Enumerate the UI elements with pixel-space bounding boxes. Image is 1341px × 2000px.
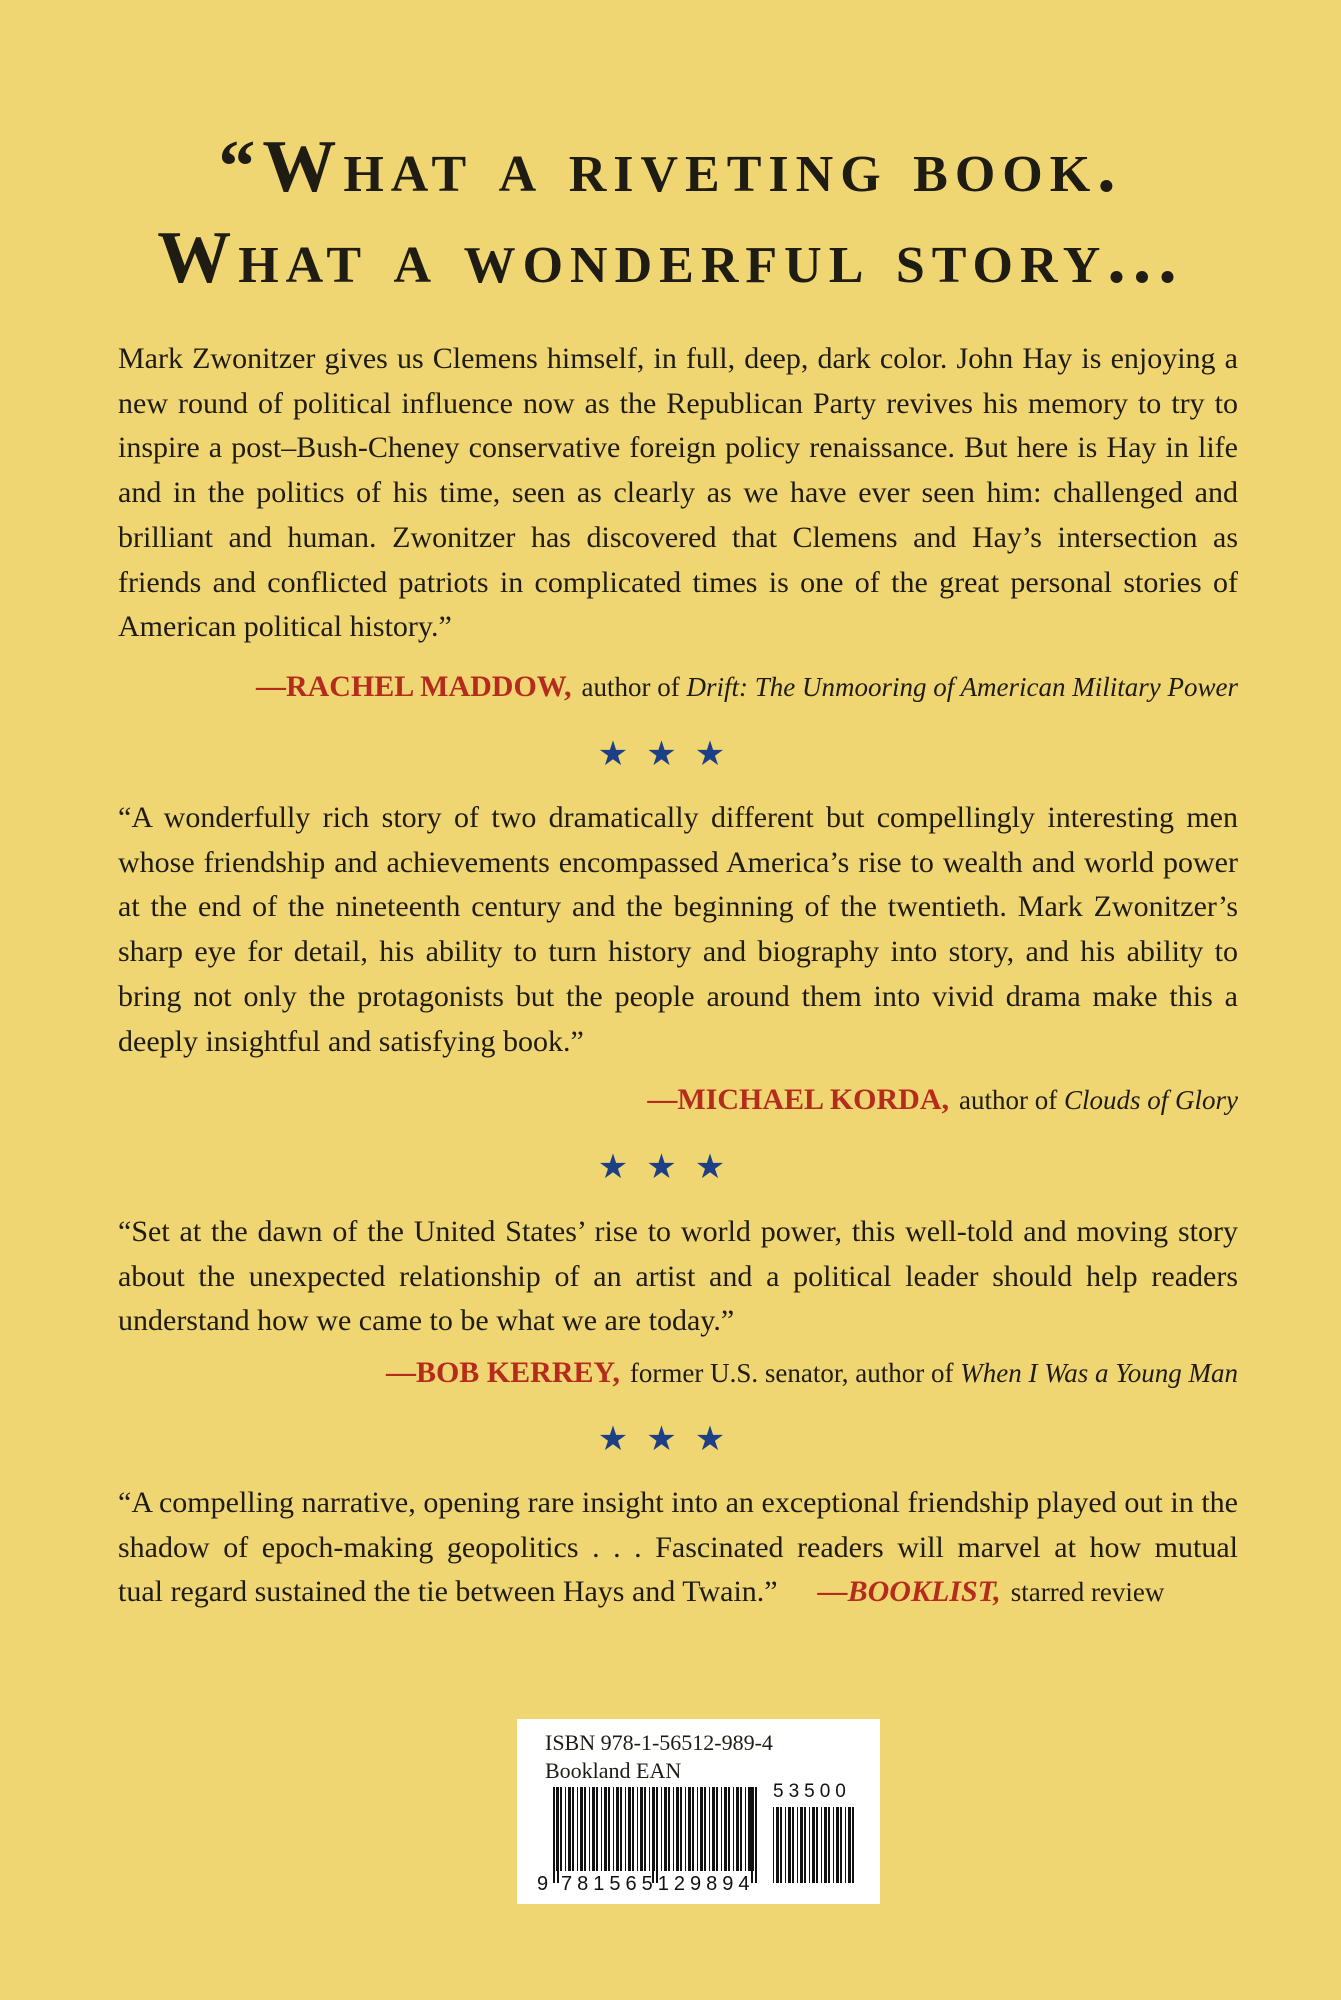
barcode-bar — [824, 1807, 827, 1883]
headline-line-2: What a wonderful story... — [157, 217, 1184, 299]
attribution-name: —BOOKLIST, — [817, 1575, 1001, 1608]
barcode-bar — [845, 1807, 846, 1883]
attribution-name: —MICHAEL KORDA, — [647, 1083, 950, 1116]
barcode-bar — [800, 1807, 803, 1883]
quote-booklist-last-line — [118, 1570, 1238, 1615]
barcode-bar — [709, 1787, 710, 1871]
barcode-bar — [673, 1787, 674, 1871]
barcode-bar — [625, 1787, 626, 1871]
quote-maddow-attribution — [256, 667, 1238, 707]
barcode-bar — [797, 1807, 798, 1883]
attribution-name: —RACHEL MADDOW, — [255, 670, 572, 703]
barcode-bar — [812, 1807, 815, 1883]
barcode-digits: 781565129894 — [561, 1873, 755, 1895]
barcode-bar — [568, 1787, 571, 1871]
barcode-bar — [852, 1807, 854, 1883]
barcode-bar — [584, 1787, 586, 1871]
barcode-guard-bar — [553, 1787, 555, 1883]
barcode-bar — [836, 1807, 839, 1883]
barcode-bar — [816, 1807, 818, 1883]
barcode-bar — [728, 1787, 730, 1871]
barcode-bar — [649, 1787, 650, 1871]
barcode-guard-bar — [652, 1787, 654, 1883]
barcode-bar — [616, 1787, 619, 1871]
barcode-bar — [572, 1787, 574, 1871]
barcode-bar — [704, 1787, 706, 1871]
barcode-bar — [736, 1787, 739, 1871]
barcode-bar — [776, 1807, 779, 1883]
attribution-work: Clouds of Glory — [1063, 1085, 1238, 1115]
barcode-bar — [577, 1787, 578, 1871]
barcode-guard-bar — [751, 1787, 753, 1883]
barcode-bar — [804, 1807, 806, 1883]
star-separator: ★★★ — [597, 1147, 744, 1187]
barcode-bar — [580, 1787, 583, 1871]
barcode-bar — [773, 1807, 774, 1883]
barcode-bar — [697, 1787, 698, 1871]
barcode-bar — [748, 1787, 751, 1871]
barcode-guard-bar — [656, 1787, 658, 1883]
quote-korda-text: “A wonderfully rich story of two dramatically different but compellingly interesting men whose friendship and achievements encompassed America’s rise to wealth and world power at the end of the nineteenth century and the beginning of the twentieth. Mark Zwonitzer’s sharp eye for detail, his ability to turn history and biography into story, and his ability to bring not only the protagonists but the people around them into vivid drama make this a deeply insightful and satisfying book.” — [118, 801, 1238, 1058]
barcode-bar — [785, 1807, 786, 1883]
barcode-bar — [661, 1787, 662, 1871]
barcode-bar — [733, 1787, 734, 1871]
barcode-bar — [792, 1807, 794, 1883]
headline-line-1: “What a riveting book. — [218, 126, 1123, 208]
attribution-role: author of — [581, 672, 680, 702]
barcode-bar — [640, 1787, 643, 1871]
barcode-bar — [668, 1787, 670, 1871]
quote-kerrey-text: “Set at the dawn of the United States’ rise to world power, this well-told and moving story about the unexpected relationship of an artist and a political leader should help readers understand how we came to be what we are today.” — [118, 1215, 1238, 1338]
barcode-bar — [664, 1787, 667, 1871]
quote-korda-attribution — [647, 1080, 1238, 1120]
isbn-number: ISBN 978-1-56512-989-4 — [545, 1730, 773, 1755]
star-separator: ★★★ — [597, 734, 744, 774]
barcode-first-digit: 9 — [537, 1873, 549, 1895]
barcode-bar — [688, 1787, 691, 1871]
barcode-label: Bookland EAN — [545, 1758, 682, 1783]
barcode-bar — [601, 1787, 602, 1871]
barcode-bar — [685, 1787, 686, 1871]
barcode-bar — [780, 1807, 782, 1883]
barcode-bar — [637, 1787, 638, 1871]
barcode-bar — [565, 1787, 566, 1871]
barcode-bar — [745, 1787, 746, 1871]
barcode-guard-bar — [755, 1787, 757, 1883]
barcode-bar — [721, 1787, 722, 1871]
barcode-bar — [833, 1807, 834, 1883]
attribution-role: starred review — [1010, 1577, 1165, 1607]
barcode-bar — [589, 1787, 590, 1871]
attribution-role: former U.S. senator, author of — [629, 1358, 954, 1388]
star-separator: ★★★ — [597, 1419, 744, 1459]
barcode-bar — [692, 1787, 694, 1871]
barcode-bar — [608, 1787, 610, 1871]
barcode-bar — [560, 1787, 562, 1871]
barcode-bar — [828, 1807, 830, 1883]
barcode-bar — [596, 1787, 598, 1871]
barcode-bar — [740, 1787, 742, 1871]
attribution-work: Drift: The Unmooring of American Military Power — [686, 672, 1238, 702]
barcode-box — [517, 1719, 880, 1904]
quote-booklist-text: “A compelling narrative, opening rare insight into an exceptional friendship played out in the shadow of epoch-making geopolitics . . . Fascinated readers will marvel at how mutual — [118, 1486, 1238, 1564]
barcode-bar — [788, 1807, 791, 1883]
barcode-bar — [592, 1787, 595, 1871]
barcode-bar — [644, 1787, 646, 1871]
barcode-bar — [809, 1807, 810, 1883]
barcode-bar — [613, 1787, 614, 1871]
barcode-addon-digits: 53500 — [773, 1781, 851, 1802]
barcode-bar — [628, 1787, 631, 1871]
barcode-bar — [620, 1787, 622, 1871]
barcode-bar — [848, 1807, 851, 1883]
barcode-guard-bar — [557, 1787, 559, 1883]
attribution-work: When I Was a Young Man — [960, 1358, 1238, 1388]
quote-booklist-line3: tual regard sustained the tie between Hays and Twain.” — [118, 1575, 778, 1608]
barcode-bar — [700, 1787, 703, 1871]
barcode-bar — [632, 1787, 634, 1871]
barcode-bar — [840, 1807, 842, 1883]
quote-maddow-text: Mark Zwonitzer gives us Clemens himself, in full, deep, dark color. John Hay is enjoying a new round of political influence now as the Republican Party revives his memory to try to inspire a post–Bush-Cheney conservative foreign policy renaissance. But here is Hay in life and in the politics of his time, seen as clearly as we have ever seen him: challenged and brilliant and human. Zwonitzer has discovered that Clemens and Hay’s intersection as friends and conflicted patriots in complicated times is one of the great personal stories of American political history.” — [118, 342, 1238, 644]
barcode-bar — [712, 1787, 715, 1871]
barcode-bar — [821, 1807, 822, 1883]
quote-kerrey-attribution — [386, 1353, 1238, 1393]
barcode-bar — [604, 1787, 607, 1871]
attribution-name: —BOB KERREY, — [385, 1356, 620, 1389]
attribution-role: author of — [959, 1085, 1058, 1115]
barcode-bar — [680, 1787, 682, 1871]
barcode-bar — [724, 1787, 727, 1871]
barcode-bar — [676, 1787, 679, 1871]
barcode-bar — [716, 1787, 718, 1871]
